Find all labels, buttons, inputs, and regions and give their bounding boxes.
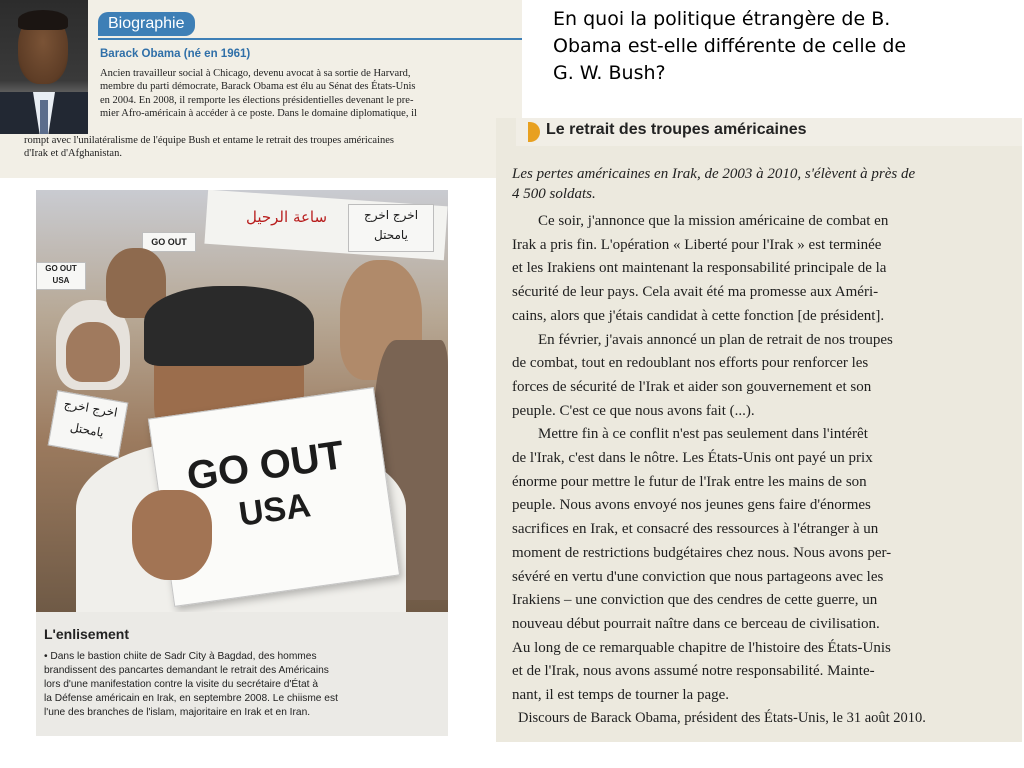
speech-document [496, 118, 1022, 742]
photo-block [36, 190, 448, 736]
keffiyeh [144, 286, 314, 366]
document-line: Irak a pris fin. L'opération « Liberté pour l'Irak » est terminée [512, 236, 882, 253]
intro-line: Les pertes américaines en Irak, de 2003 à 2010, s'élèvent à près de [512, 166, 916, 182]
document-intro [512, 164, 1006, 204]
document-line: de combat, tout en redoublant nos efforts pour renforcer les [512, 355, 869, 372]
document-line: moment de restrictions budgétaires chez nous. Nous avons per- [512, 544, 892, 561]
arabic-sign [48, 390, 129, 458]
arabic-sign-line: يامحتل [374, 228, 408, 242]
question-line: G. W. Bush? [553, 62, 666, 84]
caption-line: l'une des branches de l'islam, majoritaire en Irak et en Iran. [44, 707, 311, 718]
document-line: peuple. C'est ce que nous avons fait (...). [512, 402, 755, 419]
protest-photo [36, 190, 448, 612]
document-line: Mettre fin à ce conflit n'est pas seulement dans l'intérêt [538, 426, 868, 443]
biography-text [100, 67, 515, 121]
document-line: nant, il est temps de tourner la page. [512, 687, 730, 704]
banner-text: ساعة الرحيل [246, 208, 328, 226]
question-line: En quoi la politique étrangère de B. [553, 8, 891, 30]
biography-line: Ancien travailleur social à Chicago, devenu avocat à sa sortie de Harvard, [100, 68, 411, 79]
document-line: énorme pour mettre le futur de l'Irak entre les mains de son [512, 473, 867, 490]
biography-text-full [24, 134, 516, 161]
biography-rule [98, 38, 522, 40]
biography-line: rompt avec l'unilatéralisme de l'équipe Bush et entame le retrait des troupes américaines [24, 135, 394, 146]
biography-line: d'Irak et d'Afghanistan. [24, 148, 122, 160]
document-line: nouveau début pourrait naître dans ce berceau de civilisation. [512, 615, 880, 632]
photo-caption [44, 650, 440, 720]
arabic-sign [348, 204, 434, 252]
document-line: En février, j'avais annoncé un plan de retrait de nos troupes [538, 331, 893, 348]
document-line: de l'Irak, c'est dans le nôtre. Les États-Unis ont payé un prix [512, 450, 873, 467]
document-line: Au long de ce remarquable chapitre de l'histoire des États-Unis [512, 639, 891, 656]
biography-line: membre du parti démocrate, Barack Obama est élu au Sénat des États-Unis [100, 81, 416, 93]
biography-line: mier Afro-américain à accéder à ce poste. Dans le domaine diplomatique, il [100, 108, 417, 120]
document-line: forces de sécurité de l'Irak et aider son gouvernement et son [512, 378, 872, 395]
small-sign: GO OUT USA [36, 262, 86, 290]
document-title: Le retrait des troupes américaines [546, 121, 807, 138]
document-line: peuple. Nous avons envoyé nos jeunes gens faire d'énormes [512, 497, 871, 514]
arabic-sign-line: اخرج اخرج [363, 208, 419, 222]
biography-name: Barack Obama (né en 1961) [100, 48, 251, 60]
document-line: Irakiens – une conviction que des cendres de cette guerre, un [512, 592, 878, 609]
protester [66, 322, 120, 382]
caption-line: lors d'une manifestation contre la visite du secrétaire d'État à [44, 679, 319, 690]
obama-portrait [0, 0, 88, 134]
biography-line: en 2004. En 2008, il remporte les élections présidentielles devenant le pre- [100, 94, 414, 106]
photo-caption-title: L'enlisement [44, 626, 130, 642]
document-line: Ce soir, j'annonce que la mission américaine de combat en [538, 213, 889, 229]
arabic-sign-line: يامحتل [69, 420, 105, 440]
intro-line: 4 500 soldats. [512, 186, 596, 202]
question [553, 6, 1013, 87]
hand [132, 490, 212, 580]
biography-box [0, 0, 522, 178]
document-body [512, 210, 1006, 708]
main-sign-line1: GO OUT [184, 433, 347, 499]
question-line: Obama est-elle différente de celle de [553, 35, 907, 57]
document-line: et les Irakiens ont maintenant la responsabilité principale de la [512, 260, 887, 277]
small-sign: GO OUT [142, 232, 196, 252]
document-source: Discours de Barack Obama, président des États-Unis, le 31 août 2010. [518, 710, 926, 726]
document-line: cains, alors que j'étais candidat à cette fonction [de président]. [512, 307, 885, 324]
caption-line: • Dans le bastion chiite de Sadr City à Bagdad, des hommes [44, 651, 317, 662]
biography-tag: Biographie [98, 12, 195, 36]
caption-line: la Défense américain en Irak, en septembre 2008. Le chiisme est [44, 693, 338, 704]
main-sign-line2: USA [236, 486, 313, 534]
caption-line: brandissent des pancartes demandant le retrait des Américains [44, 665, 329, 676]
arabic-sign-line: اخرج اخرج [62, 396, 119, 420]
document-line: sécurité de leur pays. Cela avait été ma promesse aux Améri- [512, 284, 879, 301]
document-line: sacrifices en Irak, et consacré des ressources à l'étranger à un [512, 521, 879, 538]
document-line: sévéré en vertu d'une conviction que nous partageons avec les [512, 568, 884, 585]
document-line: et de l'Irak, nous avons assumé notre responsabilité. Mainte- [512, 663, 875, 680]
